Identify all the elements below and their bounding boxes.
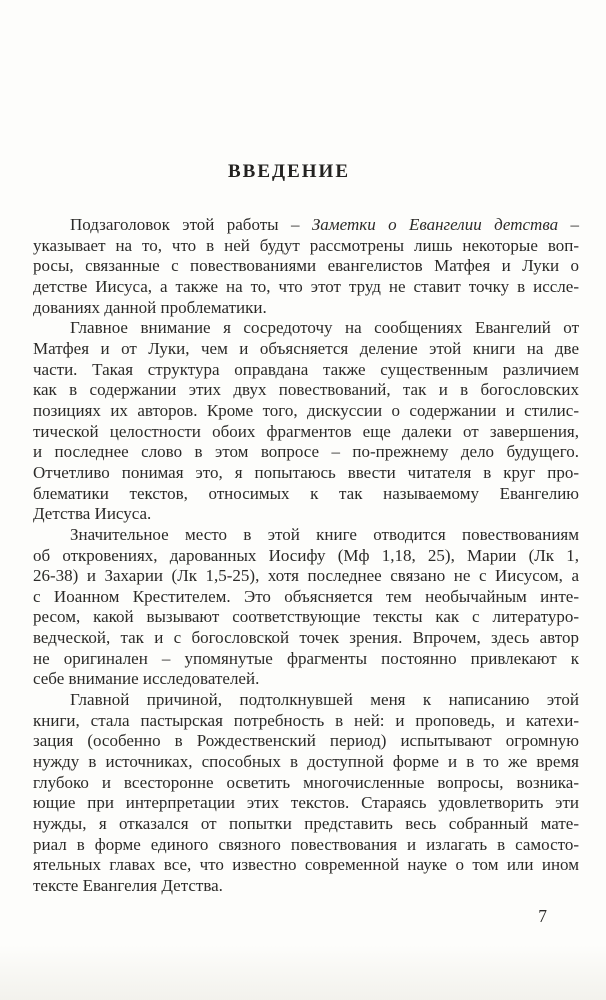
paragraph	[33, 525, 579, 690]
text-line: ведческой, так и с богословской точек зрения. Впрочем, здесь автор	[33, 628, 579, 648]
text-segment: Подзаголовок этой работы –	[70, 215, 312, 234]
text-line: тической целостности обоих фрагментов еще далеки от завершения,	[33, 421, 579, 441]
paragraph	[33, 690, 579, 897]
text-line: риал в форме единого связного повествования и излагать в самосто-	[33, 834, 579, 854]
paragraph	[33, 215, 579, 318]
page-title: ВВЕДЕНИЕ	[228, 160, 350, 182]
text-line: не оригинален – упомянутые фрагменты постоянно привлекают к	[33, 648, 579, 668]
text-line: ющие при интерпретации этих текстов. Стараясь удовлетворить эти	[33, 793, 579, 813]
text-line: глубоко и всесторонне осветить многочисленные вопросы, возника-	[33, 772, 579, 792]
text-line: об откровениях, дарованных Иосифу (Мф 1,18, 25), Марии (Лк 1,	[33, 545, 579, 565]
italic-book-subtitle: Заметки о Евангелии детства	[311, 215, 559, 234]
text-line: Матфея и от Луки, чем и объясняется деление этой книги на две	[33, 338, 579, 358]
text-line: Детства Иисуса.	[33, 504, 152, 524]
text-line: нужды, я отказался от попытки представить весь собранный мате-	[33, 814, 579, 834]
text-line: блематики текстов, относимых к так называемому Евангелию	[33, 483, 579, 503]
text-line: книги, стала пастырская потребность в ней: и проповедь, и катехи-	[33, 710, 579, 730]
text-segment: –	[558, 215, 579, 234]
text-line: 26-38) и Захарии (Лк 1,5-25), хотя последнее связано не с Иисусом, а	[33, 566, 579, 586]
paragraph	[33, 318, 579, 525]
text-line: ресом, какой вызывают соответствующие тексты как с литературо-	[33, 607, 579, 627]
text-line: позициях их авторов. Кроме того, дискуссии о содержании и стилис-	[33, 400, 579, 420]
text-line: Значительное место в этой книге отводится повествованиям	[70, 524, 579, 544]
text-line: ятельных главах все, что известно современной науке о том или ином	[33, 855, 579, 875]
text-line: Отчетливо понимая это, я попытаюсь ввести читателя в круг про-	[33, 462, 579, 482]
text-line: тексте Евангелия Детства.	[33, 876, 223, 895]
text-line: Главной причиной, подтолкнувшей меня к написанию этой	[70, 690, 579, 710]
text-line: дованиях данной проблематики.	[33, 297, 267, 317]
text-line: части. Такая структура оправдана также существенным различием	[33, 359, 579, 379]
text-line: как в содержании этих двух повествований, так и в богословских	[33, 380, 579, 400]
text-line: указывает на то, что в ней будут рассмотрены лишь некоторые воп-	[33, 235, 579, 255]
text-line: с Иоанном Крестителем. Это объясняется тем необычайным инте-	[33, 586, 579, 606]
text-line: и последнее слово в этом вопросе – по-прежнему дело будущего.	[33, 442, 579, 462]
body-text	[33, 215, 579, 897]
text-line: зация (особенно в Рождественский период) испытывают огромную	[33, 731, 579, 751]
text-line	[33, 215, 579, 236]
text-line: нужду в источниках, способных в доступной форме и в то же время	[33, 752, 579, 772]
text-line: детстве Иисуса, а также на то, что этот труд не ставит точку в иссле-	[33, 276, 579, 296]
text-line: Главное внимание я сосредоточу на сообщениях Евангелий от	[70, 318, 579, 338]
text-line: себе внимание исследователей.	[33, 669, 260, 689]
page-number: 7	[538, 906, 547, 926]
text-line: росы, связанные с повествованиями евангелистов Матфея и Луки о	[33, 256, 579, 276]
